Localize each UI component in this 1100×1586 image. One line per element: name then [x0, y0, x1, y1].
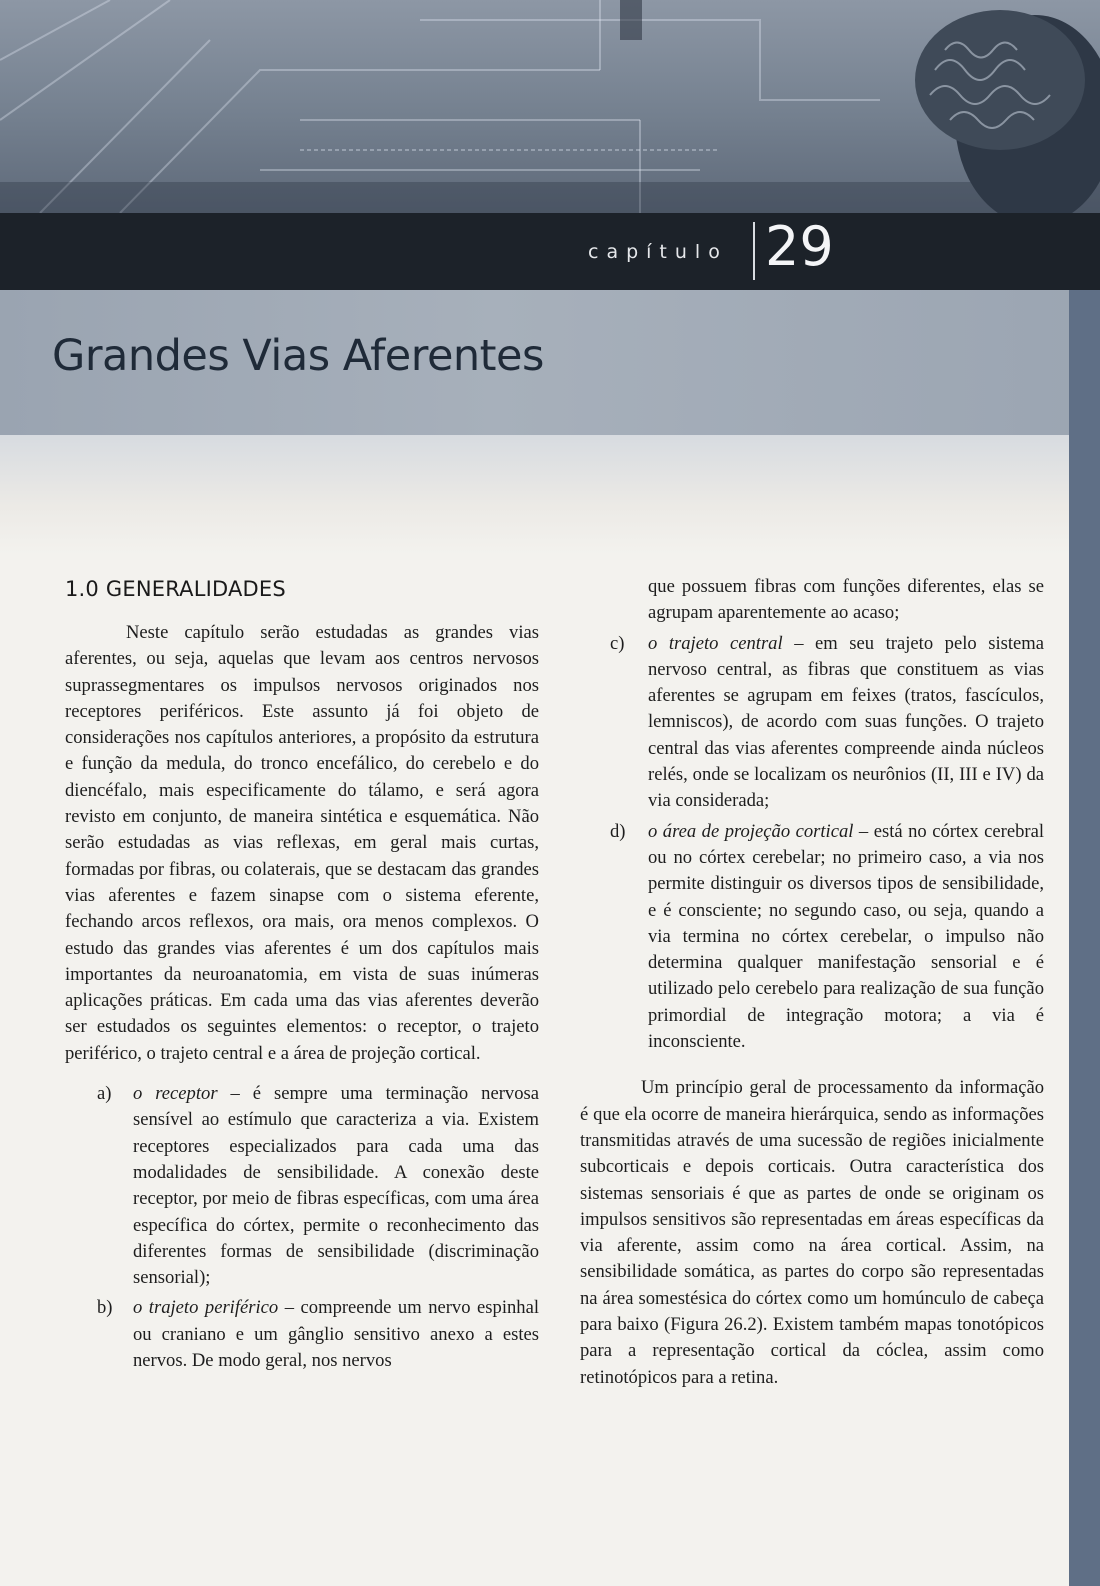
intro-paragraph: Neste capítulo serão estudadas as grandes vias aferentes, ou seja, aquelas que levam aos centros nervosos suprassegmentares os impulsos nervosos originados nos receptores periféricos. Este assunto já foi objeto de considerações nos capítulos anteriores, a propósito da estrutura e função da medula, do tronco encefálico, do cerebelo e do diencéfalo, mais especificamente do tálamo, e será agora revisto em conjunto, de maneira sintética e esquemática. Não serão estudadas as vias reflexas, em geral mais curtas, formadas por fibras, ou colaterais, que se destacam das grandes vias aferentes e fazem sinapse com o sistema eferente, fechando arcos reflexos, ora mais, ora menos complexos. O estudo das grandes vias aferentes é um dos capítulos mais importantes da neuroanatomia, em vista de suas inúmeras aplicações práticas. Em cada uma das vias aferentes deverão ser estudados os seguintes elementos: o receptor, o trajeto periférico, o trajeto central e a área de projeção cortical. — [65, 622, 539, 1064]
list-text: – é sempre uma terminação nervosa sensível ao estímulo que caracteriza a via. Existem receptores especializados para cada uma das modalidades de sensibilidade. A conexão deste receptor, por meio de fibras específicas, com uma área específica do córtex, permite o reconhecimento das diferentes formas de sensibilidade (discriminação sensorial); — [133, 1083, 539, 1289]
list-marker: c) — [610, 632, 625, 654]
list-term: o área de projeção cortical — [648, 820, 854, 842]
header-fade — [0, 435, 1100, 555]
list-text: – compreende um nervo espinhal ou craniano e um gânglio sensitivo anexo a estes nervos. De modo geral, nos nervos — [133, 1297, 540, 1372]
chapter-title: Grandes Vias Aferentes — [52, 331, 544, 381]
list-marker: a) — [97, 1083, 112, 1105]
list-text: – em seu trajeto pelo sistema nervoso central, as fibras que constituem as vias aferentes se agrupam em feixes (tratos, fascículos, lemniscos), de acordo com suas funções. O trajeto central das vias aferentes compreende ainda núcleos relés, onde se localizam os neurônios (II, III e IV) da via considerada; — [648, 632, 1044, 812]
chapter-separator — [753, 222, 755, 280]
list-marker: b) — [97, 1297, 113, 1319]
list-term: o trajeto central — [648, 632, 783, 654]
right-edge-stripe — [1069, 290, 1100, 1586]
closing-paragraph: Um princípio geral de processamento da informação é que ela ocorre de maneira hierárquica, sendo as informações transmitidas através de uma sucessão de regiões inicialmente subcorticais e depois corticais. Outra característica dos sistemas sensoriais é que as partes de onde se originam os impulsos sensitivos são representadas em áreas específicas da via aferente, assim como na área cortical. Assim, na sensibilidade somática, as partes do corpo são representadas na área somestésica do córtex como um homúnculo de cabeça para baixo (Figura 26.2). Existem também mapas tonotópicos para a representação cortical da cóclea, assim como retinotópicos para a retina. — [580, 1077, 1044, 1388]
elements-list-left — [65, 1081, 539, 1374]
list-item — [65, 1081, 539, 1291]
list-term: o trajeto periférico — [133, 1297, 279, 1319]
list-item — [65, 1295, 539, 1374]
list-term: o receptor — [133, 1083, 218, 1105]
chapter-label: capítulo — [588, 241, 728, 263]
list-continuation: que possuem fibras com funções diferentes, elas se agrupam aparentemente ao acaso; — [648, 576, 1044, 624]
chapter-number: 29 — [765, 215, 834, 278]
list-text: – está no córtex cerebral ou no córtex cerebelar; no primeiro caso, a via nos permite distinguir os diversos tipos de sensibilidade, e é consciente; no segundo caso, ou seja, quando a via termina no córtex cerebelar, o impulso não determina qualquer manifestação sensorial e é utilizado pelo cerebelo para realização de sua função primordial de integração motora; a via é inconsciente. — [648, 820, 1044, 1053]
chapter-bar — [0, 213, 1100, 290]
list-item — [580, 631, 1044, 815]
left-column — [65, 574, 539, 1378]
elements-list-right — [580, 631, 1044, 1056]
circuit-brain-artwork — [0, 0, 1100, 213]
list-marker: d) — [610, 820, 626, 842]
section-heading: 1.0 GENERALIDADES — [65, 577, 286, 601]
right-column — [580, 574, 1044, 1391]
list-item — [580, 819, 1044, 1056]
